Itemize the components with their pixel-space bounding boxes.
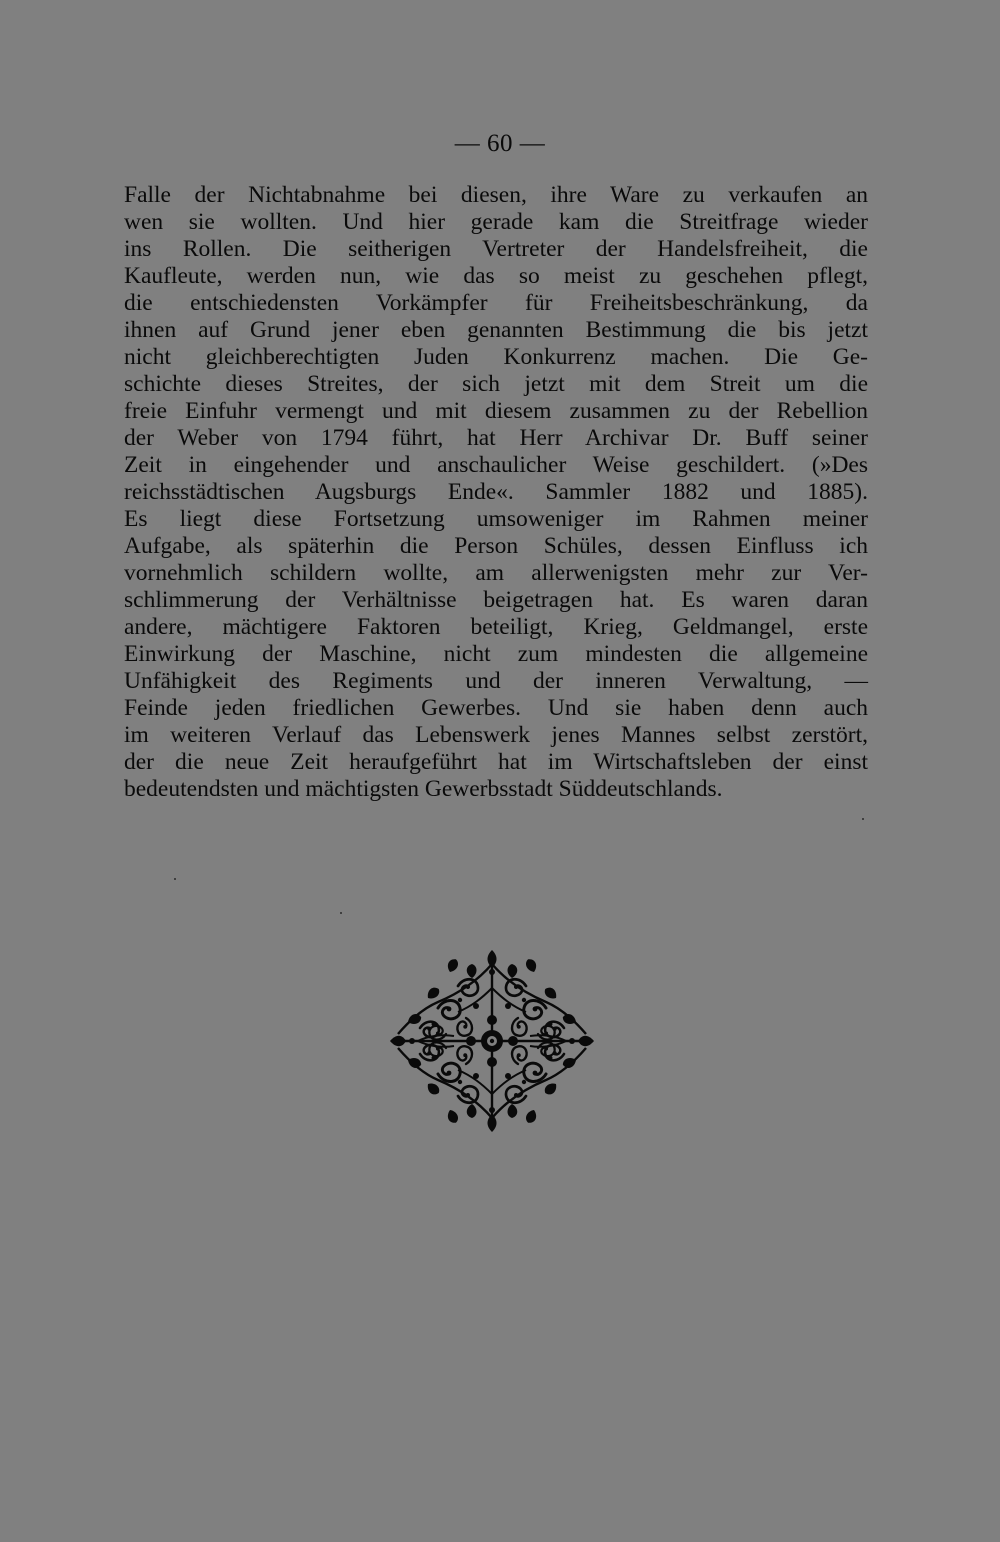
stray-ink-dot (862, 818, 864, 820)
stray-ink-dot (174, 878, 176, 880)
text-line: reichsstädtischen Augsburgs Ende«. Sammler 1882 und 1885). (124, 479, 868, 505)
text-line: Zeit in eingehender und anschaulicher Weise geschildert. (»Des (124, 452, 868, 478)
stray-ink-dot (340, 912, 342, 914)
text-line: Feinde jeden friedlichen Gewerbes. Und sie haben denn auch (124, 695, 868, 721)
text-line: Falle der Nichtabnahme bei diesen, ihre Ware zu verkaufen an (124, 182, 868, 208)
text-line: der die neue Zeit heraufgeführt hat im Wirtschaftsleben der einst (124, 749, 868, 775)
body-text (124, 182, 868, 803)
text-line: bedeutendsten und mächtigsten Gewerbsstadt Süddeutschlands. (124, 776, 723, 802)
text-line: Es liegt diese Fortsetzung umsoweniger im Rahmen meiner (124, 506, 868, 532)
text-line: Unfähigkeit des Regiments und der inneren Verwaltung, — (124, 668, 868, 694)
floral-fleuron-icon (388, 948, 596, 1134)
text-line: schichte dieses Streites, der sich jetzt mit dem Streit um die (124, 371, 868, 397)
page-number: — 60 — (454, 130, 546, 157)
text-line: wen sie wollten. Und hier gerade kam die Streitfrage wieder (124, 209, 868, 235)
text-line: im weiteren Verlauf das Lebenswerk jenes Mannes selbst zerstört, (124, 722, 868, 748)
text-line: der Weber von 1794 führt, hat Herr Archivar Dr. Buff seiner (124, 425, 868, 451)
text-line: andere, mächtigere Faktoren beteiligt, Krieg, Geldmangel, erste (124, 614, 868, 640)
text-line: vornehmlich schildern wollte, am allerwenigsten mehr zur Ver- (124, 560, 868, 586)
text-line: nicht gleichberechtigten Juden Konkurrenz machen. Die Ge- (124, 344, 868, 370)
text-line: ihnen auf Grund jener eben genannten Bestimmung die bis jetzt (124, 317, 868, 343)
text-line: Aufgabe, als späterhin die Person Schüles, dessen Einfluss ich (124, 533, 868, 559)
text-line: Einwirkung der Maschine, nicht zum mindesten die allgemeine (124, 641, 868, 667)
text-line: freie Einfuhr vermengt und mit diesem zusammen zu der Rebellion (124, 398, 868, 424)
text-line: schlimmerung der Verhältnisse beigetragen hat. Es waren daran (124, 587, 868, 613)
text-line: Kaufleute, werden nun, wie das so meist zu geschehen pflegt, (124, 263, 868, 289)
text-line: die entschiedensten Vorkämpfer für Freiheitsbeschränkung, da (124, 290, 868, 316)
text-line: ins Rollen. Die seitherigen Vertreter der Handelsfreiheit, die (124, 236, 868, 262)
